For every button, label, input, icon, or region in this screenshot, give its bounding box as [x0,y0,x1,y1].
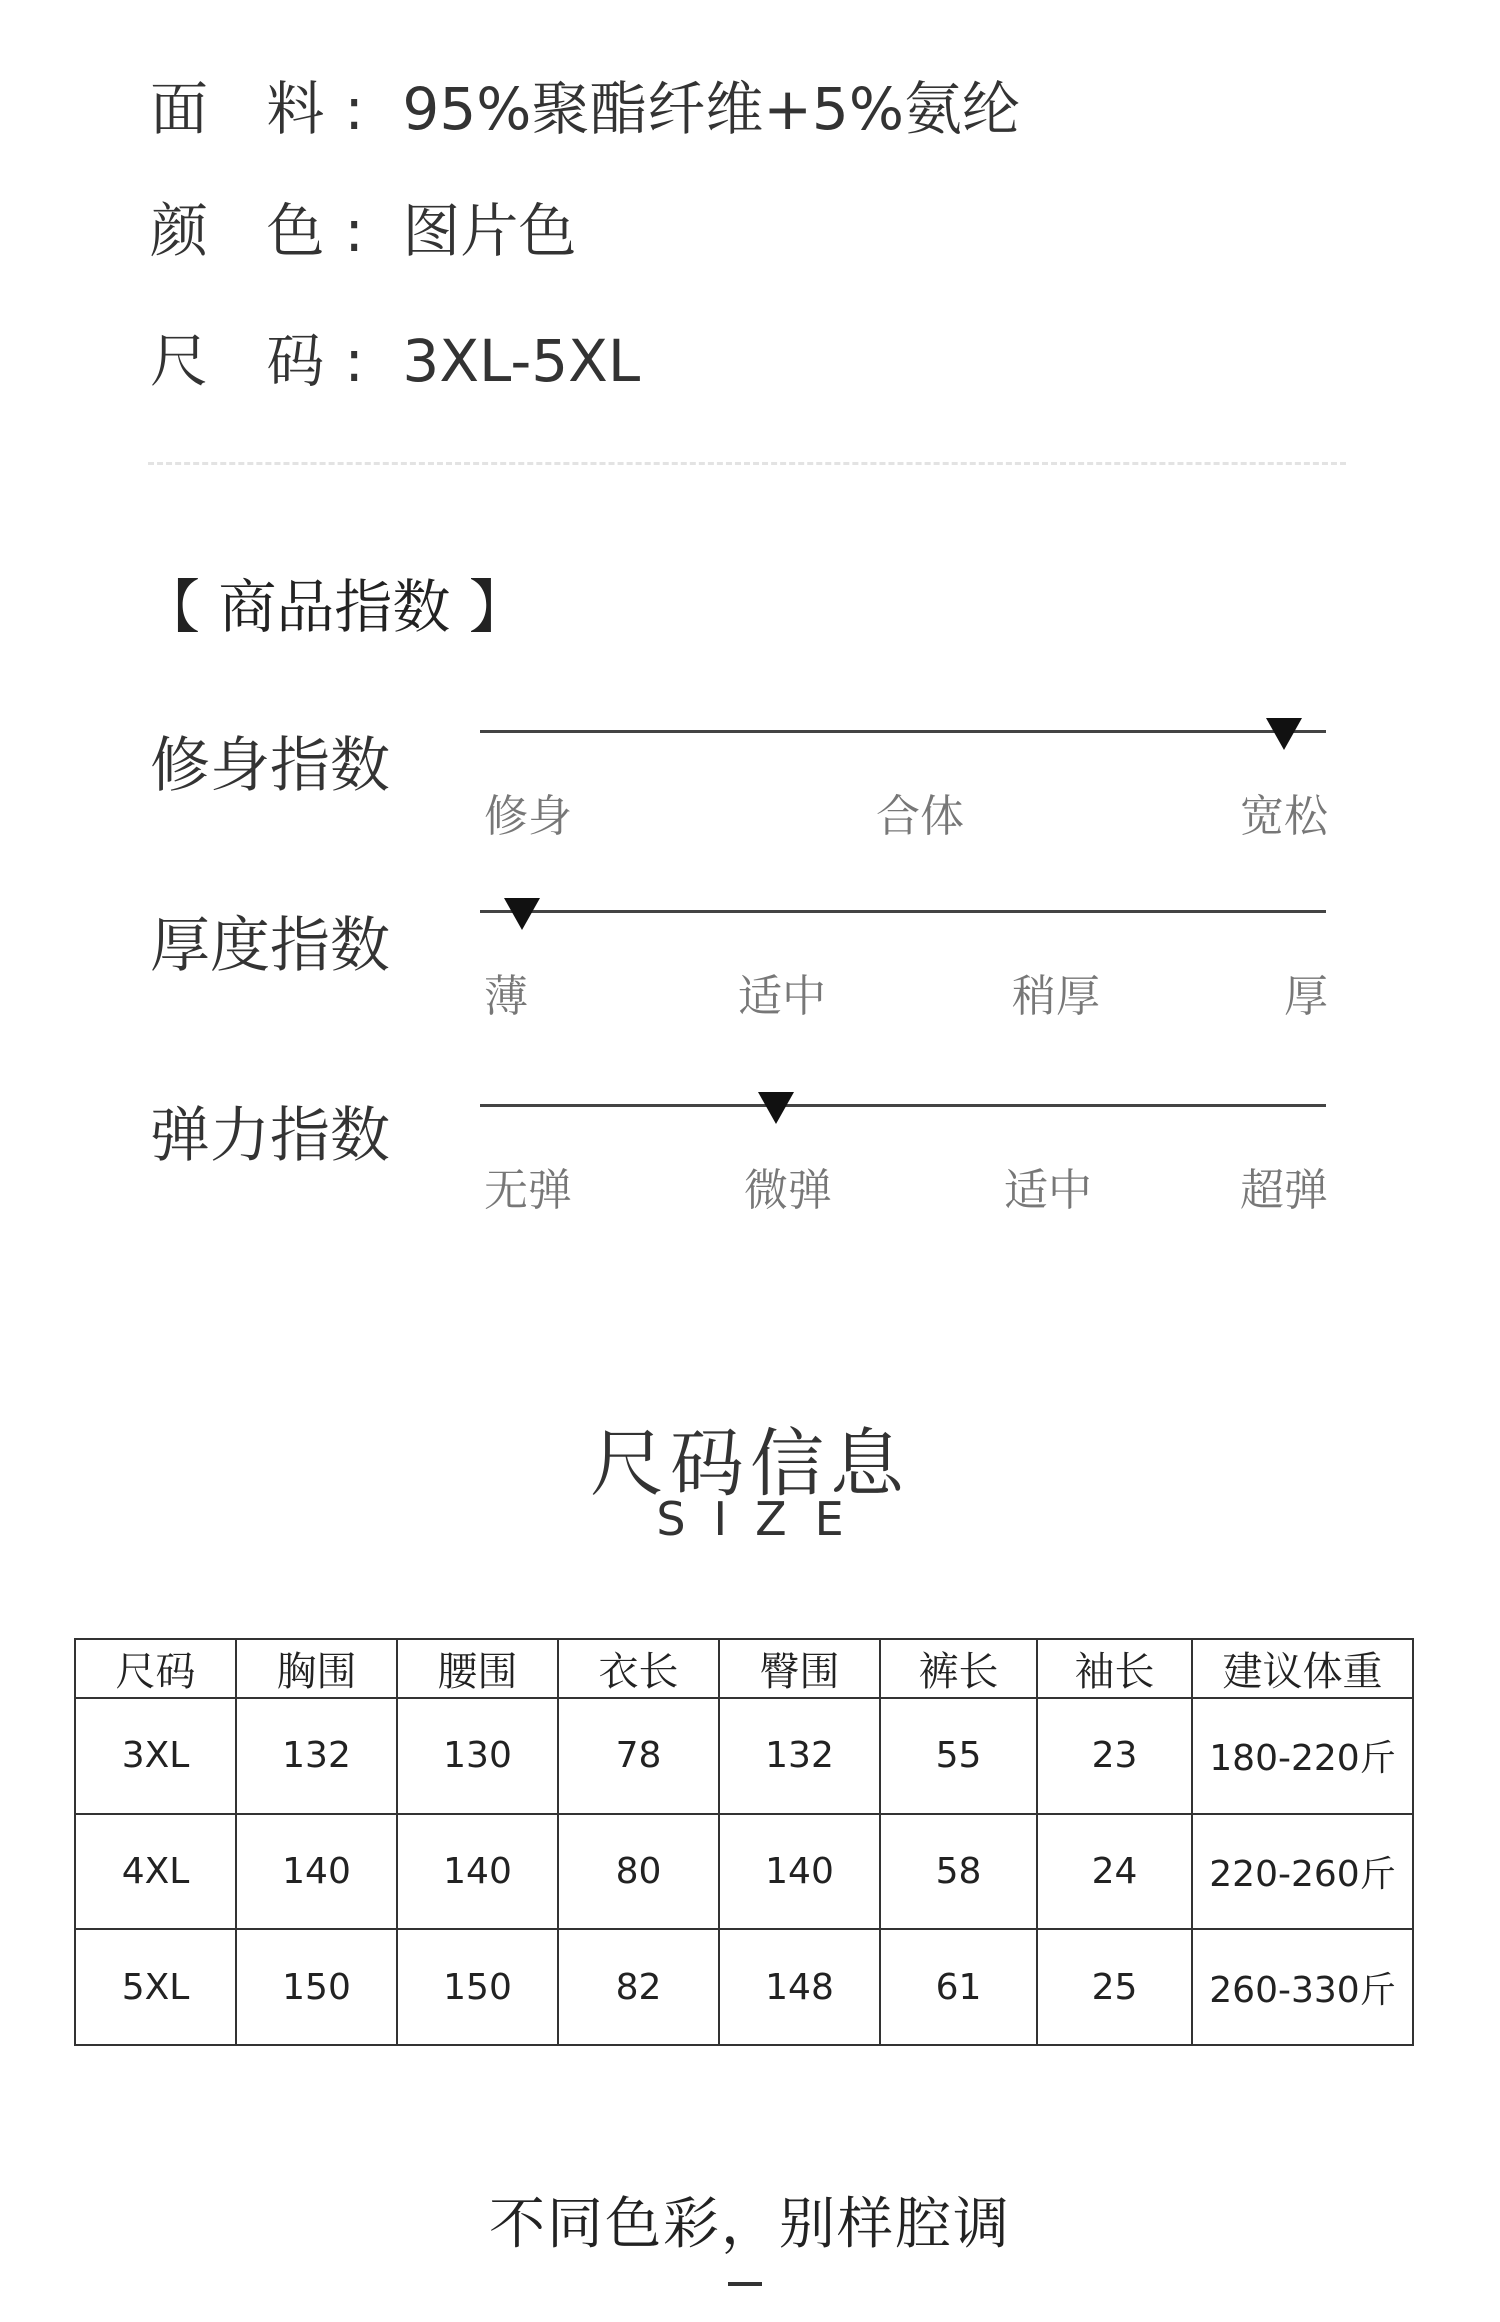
header-cell: 臀围 [719,1639,880,1698]
table-cell: 61 [880,1929,1037,2045]
table-cell: 140 [719,1814,880,1930]
size-info-subtitle: SIZE [656,1492,872,1546]
table-row [75,1814,1413,1930]
table-cell: 5XL [75,1929,236,2045]
table-cell: 132 [719,1698,880,1814]
index-scale [484,1154,1328,1214]
header-cell: 腰围 [397,1639,558,1698]
index-scale [484,780,1328,840]
table-header-row [75,1639,1413,1698]
index-track [480,1104,1326,1107]
spec-label: 颜 色: [150,197,384,265]
scale-label: 超弹 [1240,1165,1328,1216]
spec-value: 95%聚酯纤维+5%氨纶 [402,75,1020,143]
table-cell: 148 [719,1929,880,2045]
table-cell: 23 [1037,1698,1192,1814]
footer-slogan: 不同色彩，别样腔调 [489,2192,1011,2257]
table-cell: 180-220斤 [1192,1698,1413,1814]
header-cell: 衣长 [558,1639,719,1698]
size-info-title: 尺码信息 [590,1421,910,1507]
table-cell: 140 [397,1814,558,1930]
spec-label: 尺 码: [150,327,384,395]
index-label: 弹力指数 [150,1101,390,1171]
product-index-heading: 【 商品指数 】 [142,573,527,641]
table-cell: 55 [880,1698,1037,1814]
table-row [75,1698,1413,1814]
table-cell: 150 [397,1929,558,2045]
scale-label: 厚 [1284,971,1328,1022]
index-marker-icon [1266,718,1302,750]
dashed-divider [148,462,1346,465]
header-cell: 建议体重 [1192,1639,1413,1698]
table-cell: 25 [1037,1929,1192,2045]
table-cell: 130 [397,1698,558,1814]
scale-label: 宽松 [1240,791,1328,842]
table-cell: 4XL [75,1814,236,1930]
table-cell: 132 [236,1698,397,1814]
spec-value: 图片色 [402,197,577,265]
index-scale [484,960,1328,1020]
header-cell: 袖长 [1037,1639,1192,1698]
header-cell: 裤长 [880,1639,1037,1698]
index-label: 厚度指数 [150,911,390,981]
table-row [75,1929,1413,2045]
table-cell: 80 [558,1814,719,1930]
scale-label: 合体 [876,791,964,842]
index-track [480,910,1326,913]
table-cell: 24 [1037,1814,1192,1930]
scale-label: 修身 [484,791,572,842]
index-marker-icon [504,898,540,930]
footer-dash [728,2282,762,2286]
table-cell: 82 [558,1929,719,2045]
table-cell: 58 [880,1814,1037,1930]
scale-label: 稍厚 [1012,971,1100,1022]
table-cell: 78 [558,1698,719,1814]
spec-material [150,62,1020,146]
scale-label: 无弹 [484,1165,572,1216]
elasticity-index [0,1074,1500,1274]
fit-index [0,700,1500,900]
table-cell: 150 [236,1929,397,2045]
table-cell: 140 [236,1814,397,1930]
scale-label: 适中 [1004,1165,1092,1216]
spec-size [150,314,640,398]
spec-label: 面 料: [150,75,384,143]
scale-label: 适中 [738,971,826,1022]
header-cell: 胸围 [236,1639,397,1698]
index-label: 修身指数 [150,731,390,801]
table-cell: 220-260斤 [1192,1814,1413,1930]
scale-label: 薄 [484,971,528,1022]
index-track [480,730,1326,733]
spec-color [150,184,576,268]
scale-label: 微弹 [744,1165,832,1216]
spec-value: 3XL-5XL [402,327,641,395]
size-table [74,1638,1414,2046]
table-cell: 3XL [75,1698,236,1814]
index-marker-icon [758,1092,794,1124]
thickness-index [0,880,1500,1080]
table-cell: 260-330斤 [1192,1929,1413,2045]
header-cell: 尺码 [75,1639,236,1698]
